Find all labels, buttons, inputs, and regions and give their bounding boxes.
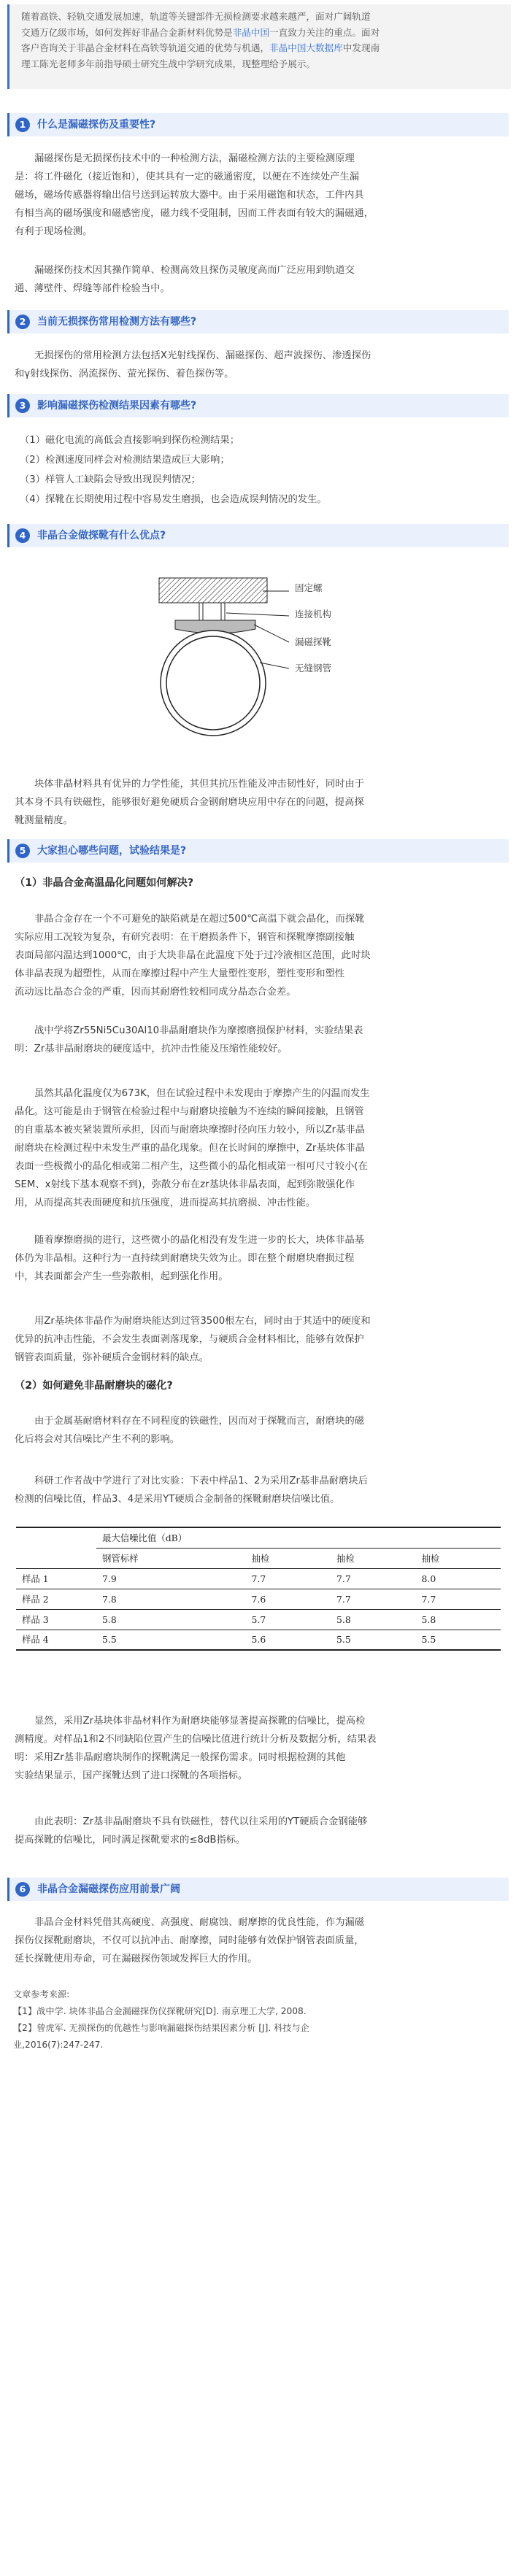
section-number-badge: 1 — [15, 117, 30, 132]
list-item: （4）探靴在长期使用过程中容易发生磨损，也会造成误判情况的发生。 — [20, 494, 327, 505]
probe-shoe-label: 漏磁探靴 — [295, 636, 332, 647]
text-line: 耐磨块在检测过程中未发生严重的晶化现象。但在长时间的摩擦中，Zr基块体非晶 — [15, 1143, 365, 1154]
list-item: （3）样管人工缺陷会导致出现误判情况； — [20, 474, 201, 485]
section-number-badge: 5 — [15, 844, 30, 858]
seamless-pipe-inner — [166, 636, 260, 730]
fixing-screw-label: 固定螺 — [295, 582, 323, 593]
text-line: 实验结果显示，国产探靴达到了进口探靴的各项指标。 — [15, 1770, 248, 1781]
text-line: 通、薄壁件、焊缝等部件检验当中。 — [15, 283, 170, 294]
text-line: 提高探靴的信噪比，同时满足探靴要求的≤8dB指标。 — [15, 1835, 246, 1846]
table-cell: 8.0 — [416, 1568, 501, 1589]
text-line: 有利于现场检测。 — [15, 226, 93, 237]
table-cell: 样品 1 — [16, 1568, 96, 1589]
section-heading-3 — [7, 394, 509, 417]
table-cell: 7.7 — [246, 1568, 331, 1589]
text-line: 钢管表面质量，弥补硬质合金钢材料的缺点。 — [15, 1352, 209, 1363]
text-line: 明：采用Zr基非晶耐磨块制作的探靴满足一般探伤需求。同时根据检测的其他 — [15, 1752, 346, 1763]
text-line: 漏磁探伤技术因其操作简单、检测高效且探伤灵敏度高而广泛应用到轨道交 — [34, 265, 355, 276]
text-line: 用，从而提高其表面硬度和抗压强度，进而提高其抗磨损、冲击性能。 — [15, 1198, 316, 1208]
leader-line — [260, 663, 289, 668]
probe-diagram — [146, 576, 350, 752]
section-6-paragraph — [15, 1913, 504, 1968]
table-cell: 5.5 — [331, 1630, 415, 1650]
text-line: 磁场，磁场传感器将输出信号送到运转放大器中。由于采用磁饱和状态，工件内具 — [15, 190, 364, 201]
table-cell: 5.7 — [246, 1609, 331, 1630]
section-number-badge: 6 — [15, 1882, 30, 1897]
list-item: （1）磁化电流的高低会直接影响到探伤检测结果； — [20, 435, 239, 446]
section-5-paragraph-9 — [15, 1813, 504, 1849]
table-row — [16, 1630, 501, 1650]
table-cell: 样品 3 — [16, 1609, 96, 1630]
intro-text: 随着高铁、轻轨交通发展加速，轨道等关键部件无损检测要求越来越严，面对广阔轨道 — [21, 11, 371, 22]
intro-text: 中发现南 — [342, 42, 380, 53]
text-line: 用Zr基块体非晶作为耐磨块能达到过管3500根左右，同时由于其适中的硬度和 — [34, 1316, 371, 1327]
reference-item: 【1】战中学. 块体非晶合金漏磁探伤仪探靴研究[D]. 南京理工大学, 2008. — [13, 2006, 307, 2016]
intro-line — [21, 9, 501, 25]
section-5-paragraph-4 — [15, 1231, 504, 1286]
text-line: 战中学将Zr55Ni5Cu30Al10非晶耐磨块作为摩擦磨损保护材料，实验结果表 — [34, 1025, 363, 1036]
table-cell: 7.7 — [331, 1568, 415, 1589]
table-cell — [16, 1527, 96, 1548]
text-line: 显然，采用Zr基块体非晶材料作为耐磨块能够显著提高探靴的信噪比，提高检 — [34, 1716, 366, 1727]
section-number-badge: 4 — [15, 528, 30, 543]
references — [13, 1986, 509, 2054]
section-heading-4 — [7, 524, 509, 547]
table-row — [16, 1589, 501, 1609]
reference-item: 【2】曾虎军. 无损探伤的优越性与影响漏磁探伤结果因素分析 [J]. 科技与企 — [13, 2023, 309, 2033]
table-row — [16, 1568, 501, 1589]
text-line: 化后将会对其信噪比产生不利的影响。 — [15, 1434, 180, 1445]
leader-line — [254, 625, 289, 642]
table-header-row — [16, 1548, 501, 1568]
connecting-mechanism-label: 连接机构 — [295, 609, 332, 620]
seamless-pipe-label: 无缝钢管 — [295, 663, 332, 674]
section-heading-1 — [7, 113, 509, 136]
table-cell: 样品 4 — [16, 1630, 96, 1650]
section-heading-2 — [7, 310, 509, 333]
connecting-rod — [221, 603, 225, 620]
intro-line — [21, 25, 501, 41]
section-title: 影响漏磁探伤检测结果因素有哪些? — [37, 400, 197, 412]
text-line: 实际应用工况较为复杂，有研究表明：在干磨损条件下，钢管和探靴摩擦副接触 — [15, 932, 355, 943]
section-1-paragraph-2 — [15, 261, 504, 298]
text-line: 和γ射线探伤、涡流探伤、萤光探伤、着色探伤等。 — [15, 369, 234, 379]
section-5-paragraph-2 — [15, 1022, 504, 1058]
intro-text: 理工陈光老师多年前指导硕士研究生战中学研究成果，现整理给予展示。 — [21, 58, 315, 69]
subheading-magnetization: （2）如何避免非晶耐磨块的磁化? — [15, 1380, 173, 1392]
table-header: 抽检 — [246, 1548, 331, 1568]
amorphous-database-link[interactable]: 非晶中国大数据库 — [269, 42, 343, 53]
text-line: 明：Zr基非晶耐磨块的硬度适中，抗冲击性能及压缩性能较好。 — [15, 1044, 288, 1054]
leader-line — [226, 613, 289, 616]
text-line: 测精度。对样品1和2不同缺陷位置产生的信噪比值进行统计分析及数据分析，结果表 — [15, 1734, 377, 1745]
table-header: 钢管标样 — [96, 1548, 246, 1568]
text-line: 流动远比晶态合金的严重，因而其耐磨性较相同成分晶态合金差。 — [15, 987, 296, 998]
intro-line — [21, 56, 501, 72]
snr-table-wrapper — [16, 1527, 501, 1676]
table-cell: 7.9 — [96, 1568, 246, 1589]
text-line: 中，其表面都会产生一些弥散相，起到强化作用。 — [15, 1271, 228, 1282]
intro-text: 交通万亿级市场，如何发挥好非晶合金新材料优势是 — [21, 26, 233, 38]
table-cell: 7.6 — [246, 1589, 331, 1609]
text-line: 块体非晶材料具有优异的力学性能，其但其抗压性能及冲击韧性好，同时由于 — [34, 779, 365, 790]
table-cell: 样品 2 — [16, 1589, 96, 1609]
section-5-paragraph-6 — [15, 1412, 504, 1449]
section-5-paragraph-5 — [15, 1312, 504, 1367]
table-cell: 7.7 — [416, 1589, 501, 1609]
intro-text: 一直致力关注的重点。面对 — [269, 26, 380, 38]
connecting-rod — [199, 603, 203, 620]
reference-item: 业,2016(7):247-247. — [13, 2040, 104, 2050]
intro-line — [21, 40, 501, 56]
section-title: 大家担心哪些问题，试验结果是? — [37, 845, 187, 857]
table-caption: 最大信噪比值（dB） — [96, 1527, 501, 1548]
section-2-paragraph — [15, 347, 504, 383]
text-line: 体仍为非晶相。这种行为一直持续到耐磨块失效为止。即在整个耐磨块磨损过程 — [15, 1253, 355, 1264]
text-line: 科研工作者战中学进行了对比实验：下表中样品1、2为采用Zr基非晶耐磨块后 — [34, 1476, 368, 1486]
snr-table — [16, 1527, 501, 1651]
table-cell: 5.6 — [246, 1630, 331, 1650]
text-line: 表面局部闪温达到1000℃，由于大块非晶在此温度下处于过冷液相区范围，此时块 — [15, 950, 371, 961]
section-title: 什么是漏磁探伤及重要性? — [37, 119, 156, 131]
text-line: 虽然其晶化温度仅为673K，但在试验过程中未发现由于摩擦产生的闪温而发生 — [34, 1088, 370, 1099]
text-line: 非晶合金材料凭借其高硬度、高强度、耐腐蚀、耐摩擦的优良性能，作为漏磁 — [34, 1917, 365, 1928]
text-line: 无损探伤的常用检测方法包括X光射线探伤、漏磁探伤、超声波探伤、渗透探伤 — [34, 350, 371, 361]
section-5-paragraph-1 — [15, 910, 504, 1001]
text-line: 其本身不具有铁磁性，能够很好避免硬质合金钢耐磨块应用中存在的问题，提高探 — [15, 797, 364, 808]
factor-list — [20, 431, 509, 509]
table-caption-row — [16, 1527, 501, 1548]
table-cell: 5.8 — [96, 1609, 246, 1630]
table-header: 抽检 — [331, 1548, 415, 1568]
text-line: 延长探靴使用寿命，可在漏磁探伤领域发挥巨大的作用。 — [15, 1954, 258, 1964]
section-title: 非晶合金漏磁探伤应用前景广阔 — [37, 1883, 180, 1895]
intro-text: 客户咨询关于非晶合金材料在高铁等轨道交通的优势与机遇， — [21, 42, 270, 53]
table-cell: 5.5 — [96, 1630, 246, 1650]
fixing-screw-block — [159, 578, 267, 603]
section-number-badge: 3 — [15, 398, 30, 413]
table-cell: 7.8 — [96, 1589, 246, 1609]
table-header: 抽检 — [416, 1548, 501, 1568]
text-line: 是：将工件磁化（接近饱和），使其具有一定的磁通密度，以便在不连续处产生漏 — [15, 171, 360, 182]
references-title: 文章参考来源: — [13, 1989, 70, 2000]
table-row — [16, 1609, 501, 1630]
section-5-paragraph-7 — [15, 1472, 504, 1508]
section-4-paragraph — [15, 775, 504, 830]
section-number-badge: 2 — [15, 315, 30, 329]
section-1-paragraph-1 — [15, 150, 504, 241]
section-title: 非晶合金做探靴有什么优点? — [37, 530, 166, 541]
text-line: SEM、x射线下基本观察不到)，弥散分布在zr基块体非晶表面，起到弥散强化作 — [15, 1179, 355, 1190]
section-heading-5 — [7, 839, 509, 863]
intro-box — [7, 4, 511, 89]
amorphous-china-link[interactable]: 非晶中国 — [232, 26, 270, 38]
table-cell: 5.8 — [416, 1609, 501, 1630]
table-cell: 5.5 — [416, 1630, 501, 1650]
text-line: 表面一些极微小的晶化相或第二相产生，这些微小的晶化相或第一相可尺寸较小(在 — [15, 1161, 368, 1172]
text-line: 晶化。这可能是由于钢管在检验过程中与耐磨块接触为不连续的瞬间接触，且钢管 — [15, 1106, 364, 1117]
text-line: 由于金属基耐磨材料存在不同程度的铁磁性，因而对于探靴而言，耐磨块的磁 — [34, 1416, 365, 1427]
table-cell: 7.7 — [331, 1589, 415, 1609]
section-title: 当前无损探伤常用检测方法有哪些? — [37, 316, 197, 328]
subheading-crystallization: （1）非晶合金高温晶化问题如何解决? — [15, 877, 194, 889]
text-line: 探伤仪探靴耐磨块，不仅可以抗冲击、耐摩擦，同时能够有效保护钢管表面质量， — [15, 1935, 364, 1946]
list-item: （2）检测速度同样会对检测结果造成巨大影响； — [20, 455, 230, 466]
text-line: 漏磁探伤是无损探伤技术中的一种检测方法，漏磁检测方法的主要检测原理 — [34, 153, 355, 164]
text-line: 体非晶表现为超塑性，从而在摩擦过程中产生大量塑性变形，塑性变形和塑性 — [15, 968, 345, 979]
text-line: 优异的抗冲击性能，不会发生表面剥落现象，与硬质合金材料相比，能够有效保护 — [15, 1334, 364, 1345]
table-cell: 5.8 — [331, 1609, 415, 1630]
text-line: 随着摩擦磨损的进行，这些微小的晶化相没有发生进一步的长大，块体非晶基 — [34, 1235, 365, 1246]
section-5-paragraph-3 — [15, 1084, 504, 1212]
text-line: 由此表明：Zr基非晶耐磨块不具有铁磁性，替代以往采用的YT硬质合金钢能够 — [34, 1816, 368, 1827]
text-line: 的自重基本被夹紧装置所承担，因而与耐磨块摩擦时径向压力较小，所以Zr基非晶 — [15, 1125, 365, 1135]
text-line: 检测的信噪比值，样品3、4是采用YT硬质合金制备的探靴耐磨块信噪比值。 — [15, 1494, 340, 1505]
text-line: 非晶合金存在一个不可避免的缺陷就是在超过500℃高温下就会晶化，而探靴 — [34, 914, 365, 925]
text-line: 靴测量精度。 — [15, 815, 73, 826]
table-cell — [16, 1548, 96, 1568]
section-heading-6 — [7, 1878, 509, 1901]
text-line: 有相当高的磁场强度和磁感密度，磁力线不受阻制，因而工件表面有较大的漏磁通， — [15, 208, 374, 219]
section-5-paragraph-8 — [15, 1712, 504, 1785]
